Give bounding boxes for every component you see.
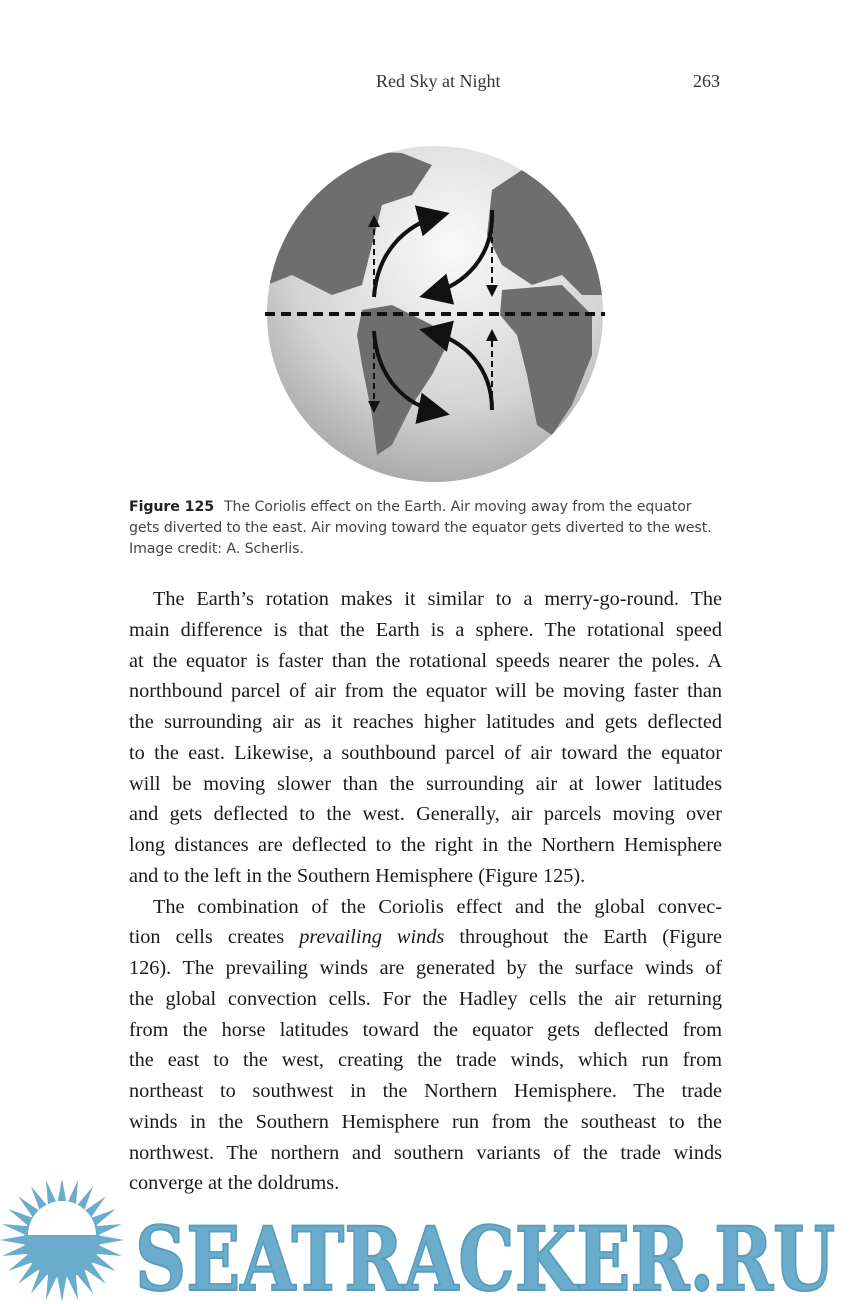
text-line: and gets deflected to the west. Generally, air parcels moving over xyxy=(129,803,722,826)
text-span: throughout the Earth (Figure xyxy=(444,926,722,949)
watermark-text: SEATRACKER.RU xyxy=(135,1207,835,1304)
text-line: northeast to southwest in the Northern Hemisphere. The trade xyxy=(129,1080,722,1102)
figure-label: Figure 125 xyxy=(129,499,214,515)
text-line: converge at the doldrums. xyxy=(129,1172,340,1195)
italic-term: prevailing winds xyxy=(299,926,445,949)
text-line: will be moving slower than the surrounding air at lower latitudes xyxy=(129,772,722,795)
seatracker-watermark xyxy=(0,1180,851,1304)
text-line: The combination of the Coriolis effect and the global convec- xyxy=(153,895,722,918)
text-line: and to the left in the Southern Hemisphere (Figure 125). xyxy=(129,864,586,887)
coriolis-globe-figure xyxy=(262,145,608,485)
text-span: tion cells creates xyxy=(129,926,300,949)
text-line: the surrounding air as it reaches higher latitudes and gets deflected xyxy=(129,711,722,733)
text-line: the east to the west, creating the trade winds, which run from xyxy=(129,1049,722,1072)
text-line: 126). The prevailing winds are generated by the surface winds of xyxy=(129,957,722,979)
text-line: The Earth’s rotation makes it similar to a merry-go-round. The xyxy=(153,588,722,610)
sun-logo-icon xyxy=(0,1180,124,1302)
text-line: main difference is that the Earth is a sphere. The rotational speed xyxy=(129,618,722,641)
text-line: northwest. The northern and southern variants of the trade winds xyxy=(129,1141,722,1164)
text-line: northbound parcel of air from the equator will be moving faster than xyxy=(129,680,722,703)
page-number: 263 xyxy=(693,71,720,91)
text-line: to the east. Likewise, a southbound parcel of air toward the equator xyxy=(129,741,722,764)
caption-text: The Coriolis effect on the Earth. Air moving away from the equator gets diverted to the east. Air moving toward the equator gets diverted to the west. Image credit: A. Scherlis. xyxy=(129,499,712,557)
figure-caption xyxy=(129,497,724,560)
text-line: long distances are deflected to the right in the Northern Hemisphere xyxy=(129,834,722,856)
text-line: from the horse latitudes toward the equator gets deflected from xyxy=(129,1018,722,1041)
text-line: winds in the Southern Hemisphere run from the southeast to the xyxy=(129,1110,722,1133)
text-line: at the equator is faster than the rotational speeds nearer the poles. A xyxy=(129,649,722,672)
running-title: Red Sky at Night xyxy=(376,71,501,91)
text-line xyxy=(129,925,722,949)
text-line: the global convection cells. For the Hadley cells the air returning xyxy=(129,987,722,1010)
